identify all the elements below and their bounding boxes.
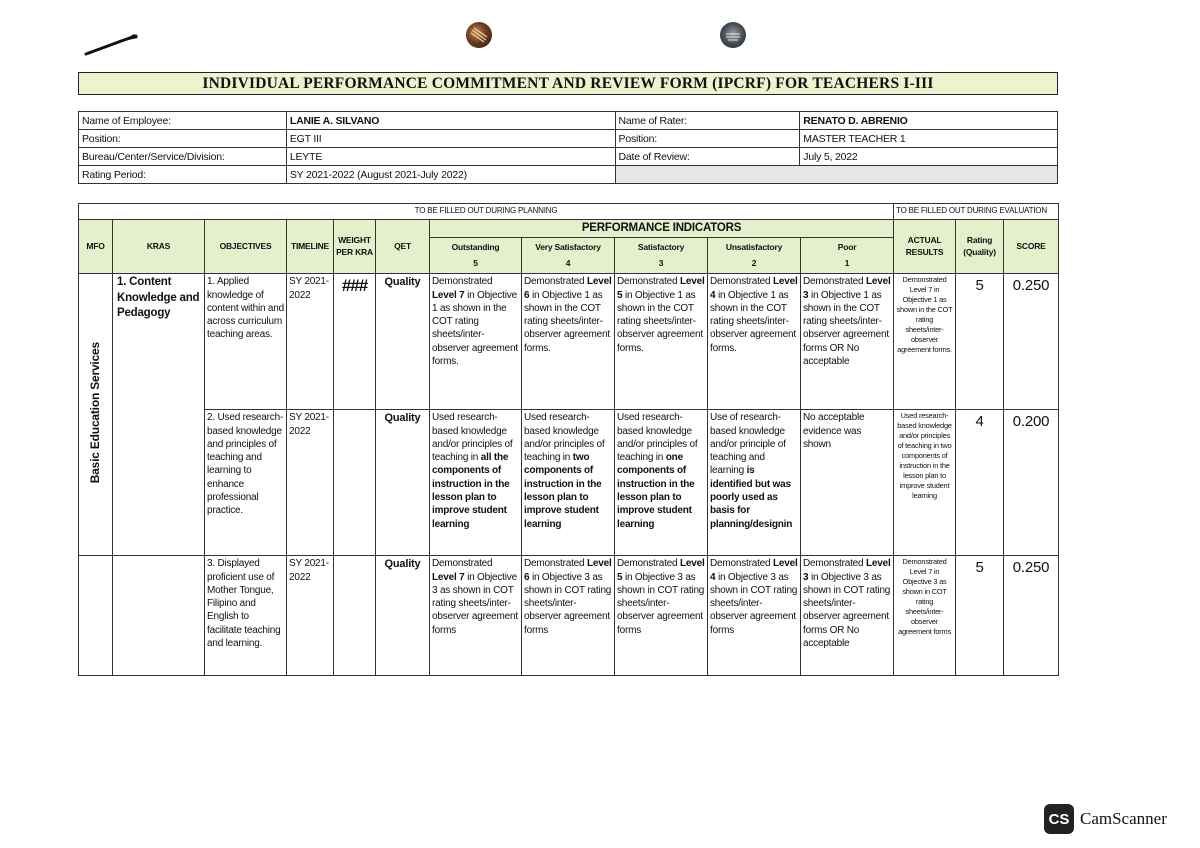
- indicator-unsatisfactory: Demonstrated Level 4 in Objective 3 as shown in COT rating sheets/inter-observer agreement forms: [708, 556, 801, 676]
- rater-label: Name of Rater:: [615, 112, 800, 130]
- division-seal-icon: [720, 22, 746, 48]
- objective-cell: 1. Applied knowledge of content within and across curriculum teaching areas.: [205, 274, 287, 410]
- camscanner-icon: CS: [1044, 804, 1074, 834]
- bureau-label: Bureau/Center/Service/Division:: [79, 148, 287, 166]
- level-header-poor: Poor 1: [801, 238, 894, 274]
- weight-cell: [334, 556, 376, 676]
- score-cell: 0.200: [1004, 410, 1059, 556]
- indicator-satisfactory: Used research-based knowledge and/or principles of teaching in one components of instruction in the lesson plan to improve student learning: [615, 410, 708, 556]
- indicator-satisfactory: Demonstrated Level 5 in Objective 3 as shown in COT rating sheets/inter-observer agreement forms: [615, 556, 708, 676]
- level-header-very-satisfactory: Very Satisfactory 4: [522, 238, 615, 274]
- kra-cell-empty: [113, 556, 205, 676]
- timeline-cell: SY 2021-2022: [287, 556, 334, 676]
- mfo-cell-empty: [79, 556, 113, 676]
- indicator-unsatisfactory: Use of research-based knowledge and/or principle of teaching and learning is identified but was poorly used as basis for planning/designin: [708, 410, 801, 556]
- score-cell: 0.250: [1004, 556, 1059, 676]
- timeline-cell: SY 2021-2022: [287, 274, 334, 410]
- review-date-value: July 5, 2022: [800, 148, 1058, 166]
- weight-cell: [334, 410, 376, 556]
- level-header-outstanding: Outstanding 5: [430, 238, 522, 274]
- table-row: [79, 556, 1059, 676]
- actual-results-header: ACTUAL RESULTS: [894, 220, 956, 274]
- indicator-outstanding: Demonstrated Level 7 in Objective 3 as shown in COT rating sheets/inter-observer agreement forms: [430, 556, 522, 676]
- kra-cell: 1. Content Knowledge and Pedagogy: [113, 274, 205, 556]
- indicator-poor: Demonstrated Level 3 in Objective 3 as shown in COT rating sheets/inter-observer agreement forms OR No acceptable: [801, 556, 894, 676]
- rating-header: Rating (Quality): [956, 220, 1004, 274]
- camscanner-label: CamScanner: [1080, 809, 1167, 828]
- level-header-unsatisfactory: Unsatisfactory 2: [708, 238, 801, 274]
- evaluation-header: TO BE FILLED OUT DURING EVALUATION: [894, 204, 1059, 220]
- qet-cell: Quality: [376, 556, 430, 676]
- rating-cell: 4: [956, 410, 1004, 556]
- indicator-outstanding: Used research-based knowledge and/or principles of teaching in all the components of instruction in the lesson plan to improve student learning: [430, 410, 522, 556]
- employee-label: Name of Employee:: [79, 112, 287, 130]
- indicator-outstanding: Demonstrated Level 7 in Objective 1 as shown in the COT rating sheets/inter-observer agreement forms.: [430, 274, 522, 410]
- timeline-cell: SY 2021-2022: [287, 410, 334, 556]
- indicator-very-satisfactory: Demonstrated Level 6 in Objective 1 as shown in the COT rating sheets/inter-observer agreement forms.: [522, 274, 615, 410]
- position-value: EGT III: [286, 130, 615, 148]
- objective-cell: 2. Used research-based knowledge and principles of teaching and learning to enhance professional practice.: [205, 410, 287, 556]
- indicator-unsatisfactory: Demonstrated Level 4 in Objective 1 as shown in the COT rating sheets/inter-observer agreement forms.: [708, 274, 801, 410]
- indicator-satisfactory: Demonstrated Level 5 in Objective 1 as shown in the COT rating sheets/inter-observer agreement forms.: [615, 274, 708, 410]
- score-cell: 0.250: [1004, 274, 1059, 410]
- blank-cell: [615, 166, 1057, 184]
- indicator-very-satisfactory: Demonstrated Level 6 in Objective 3 as shown in COT rating sheets/inter-observer agreement forms: [522, 556, 615, 676]
- bureau-value: LEYTE: [286, 148, 615, 166]
- qet-cell: Quality: [376, 274, 430, 410]
- camscanner-watermark: [1044, 804, 1167, 834]
- rating-cell: 5: [956, 556, 1004, 676]
- performance-table: [78, 203, 1059, 676]
- indicator-poor: Demonstrated Level 3 in Objective 1 as shown in the COT rating sheets/inter-observer agreement forms OR No acceptable: [801, 274, 894, 410]
- pen-stroke-mark: [84, 30, 140, 58]
- score-header: SCORE: [1004, 220, 1059, 274]
- mfo-cell: Basic Education Services: [79, 274, 113, 556]
- rater-name: RENATO D. ABRENIO: [800, 112, 1058, 130]
- actual-results-cell: Demonstrated Level 7 in Objective 1 as shown in the COT rating sheets/inter-observer agreement forms.: [894, 274, 956, 410]
- table-row: [79, 274, 1059, 410]
- kras-header: KRAS: [113, 220, 205, 274]
- rater-position-value: MASTER TEACHER 1: [800, 130, 1058, 148]
- rating-cell: 5: [956, 274, 1004, 410]
- planning-header: TO BE FILLED OUT DURING PLANNING: [79, 204, 894, 220]
- position-label: Position:: [79, 130, 287, 148]
- employee-name: LANIE A. SILVANO: [286, 112, 615, 130]
- weight-header: WEIGHT PER KRA: [334, 220, 376, 274]
- rating-period-value: SY 2021-2022 (August 2021-July 2022): [286, 166, 615, 184]
- objectives-header: OBJECTIVES: [205, 220, 287, 274]
- indicator-very-satisfactory: Used research-based knowledge and/or principles of teaching in two components of instruction in the lesson plan to improve student learning: [522, 410, 615, 556]
- level-header-satisfactory: Satisfactory 3: [615, 238, 708, 274]
- employee-info-table: [78, 111, 1058, 184]
- performance-indicators-header: PERFORMANCE INDICATORS: [430, 220, 894, 238]
- rating-period-label: Rating Period:: [79, 166, 287, 184]
- qet-cell: Quality: [376, 410, 430, 556]
- actual-results-cell: Used research-based knowledge and/or principles of teaching in two components of instruction in the lesson plan to improve student learning: [894, 410, 956, 556]
- objective-cell: 3. Displayed proficient use of Mother Tongue, Filipino and English to facilitate teaching and learning.: [205, 556, 287, 676]
- form-title: INDIVIDUAL PERFORMANCE COMMITMENT AND REVIEW FORM (IPCRF) FOR TEACHERS I-III: [78, 72, 1058, 95]
- weight-cell: ###: [334, 274, 376, 410]
- qet-header: QET: [376, 220, 430, 274]
- mfo-header: MFO: [79, 220, 113, 274]
- rater-position-label: Position:: [615, 130, 800, 148]
- timeline-header: TIMELINE: [287, 220, 334, 274]
- review-date-label: Date of Review:: [615, 148, 800, 166]
- table-row: [79, 410, 1059, 556]
- indicator-poor: No acceptable evidence was shown: [801, 410, 894, 556]
- actual-results-cell: Demonstrated Level 7 in Objective 3 as shown in COT rating sheets/inter-observer agreement forms: [894, 556, 956, 676]
- deped-seal-icon: [466, 22, 492, 48]
